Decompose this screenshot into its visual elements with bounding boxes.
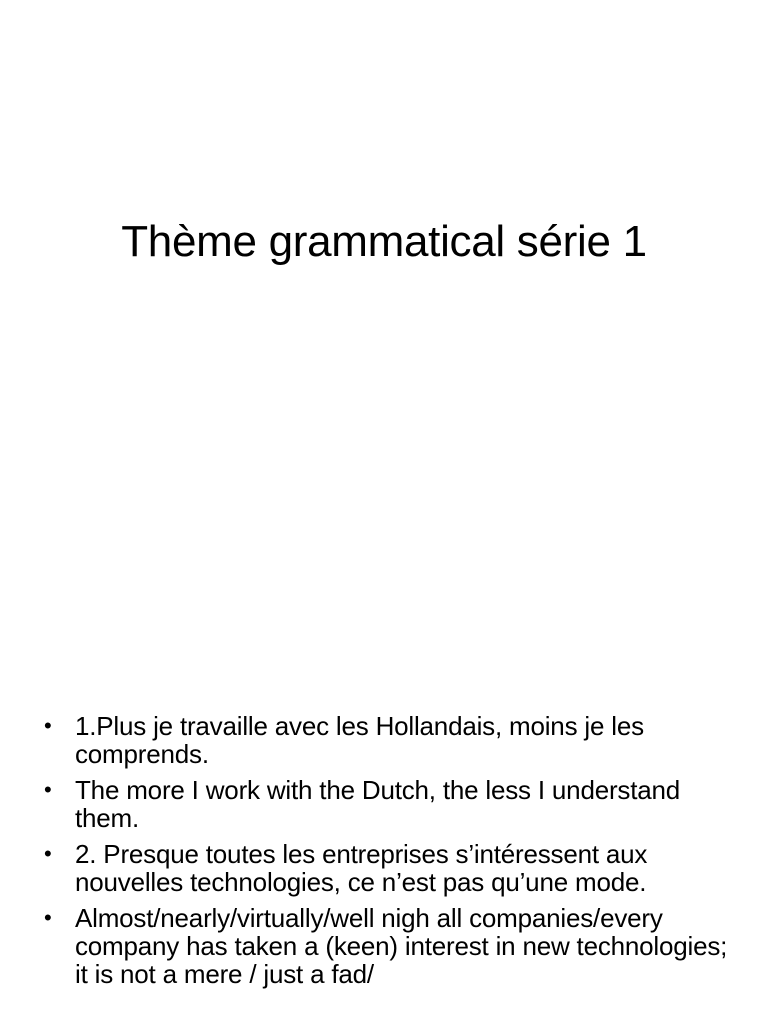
bullet-text: Almost/nearly/virtually/well nigh all companies/every company has taken a (keen) interest in new technologies; it is not a mere / just a fad/: [75, 903, 728, 989]
slide-title: Thème grammatical série 1: [121, 217, 647, 266]
bullet-dot-icon: •: [44, 841, 52, 866]
bullet-dot-icon: •: [44, 905, 52, 930]
bullet-item: [44, 776, 734, 832]
bullet-item: [44, 712, 734, 768]
bullet-list: [44, 712, 734, 996]
bullet-item: [44, 904, 734, 988]
bullet-text: 2. Presque toutes les entreprises s’intéressent aux nouvelles technologies, ce n’est pas qu’une mode.: [75, 839, 648, 897]
bullet-item: [44, 840, 734, 896]
bullet-dot-icon: •: [44, 713, 52, 738]
bullet-text: 1.Plus je travaille avec les Hollandais, moins je les comprends.: [75, 711, 644, 769]
bullet-dot-icon: •: [44, 777, 52, 802]
bullet-text: The more I work with the Dutch, the less I understand them.: [75, 775, 681, 833]
